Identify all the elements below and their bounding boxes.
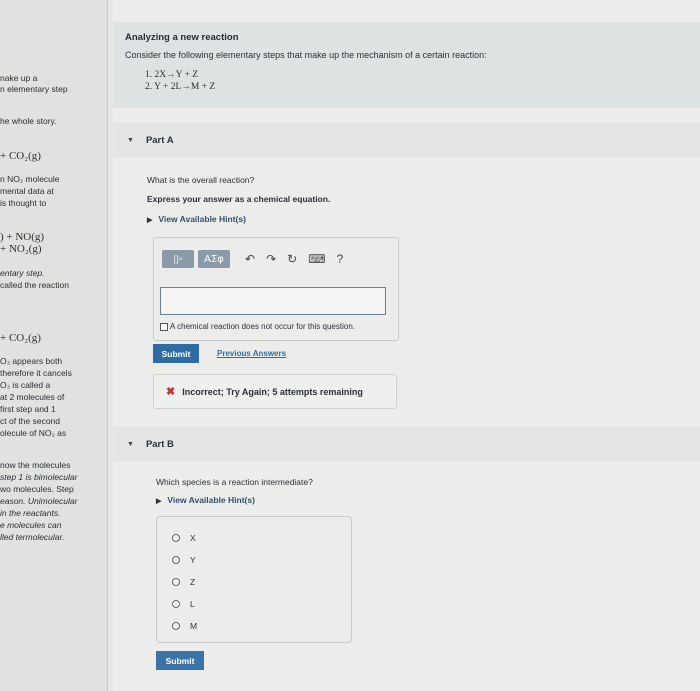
part-a-header[interactable]: [113, 122, 700, 158]
sidebar-text: n NO₂ molecule: [0, 174, 60, 184]
feedback-text: Incorrect; Try Again; 5 attempts remaining: [182, 386, 363, 397]
previous-answers-link[interactable]: Previous Answers: [217, 349, 287, 358]
sidebar-text: eason. Unimolecular: [0, 496, 78, 506]
no-reaction-checkbox[interactable]: [160, 323, 168, 331]
sidebar-text: + CO₂(g): [0, 332, 41, 344]
incorrect-icon: ✖: [166, 386, 176, 398]
hint-label: View Available Hint(s): [167, 495, 255, 505]
sidebar-text: mental data at: [0, 186, 54, 196]
problem-description: Consider the following elementary steps that make up the mechanism of a certain reaction:: [125, 50, 487, 60]
sidebar-text: olecule of NO₂ as: [0, 428, 67, 438]
mechanism-step: 2. Y + 2L→M + Z: [145, 82, 216, 92]
symbols-button[interactable]: ΑΣφ: [198, 250, 230, 268]
answer-choices: [156, 516, 352, 643]
main-content: [113, 0, 700, 691]
sidebar-text: now the molecules: [0, 460, 71, 470]
radio-button[interactable]: [172, 534, 180, 542]
hint-label: View Available Hint(s): [158, 214, 246, 224]
part-a-submit-button[interactable]: Submit: [153, 344, 199, 363]
part-b-label: Part B: [145, 438, 174, 450]
sidebar-text: is thought to: [0, 198, 47, 208]
choice-label: L: [190, 599, 195, 609]
sidebar-text: + CO₂(g): [0, 150, 41, 162]
sidebar-text: nake up a: [0, 73, 38, 83]
keyboard-icon[interactable]: ⌨: [308, 252, 326, 266]
answer-editor: [153, 237, 399, 341]
sidebar-text: wo molecules. Step: [0, 484, 74, 494]
part-a-label: Part A: [145, 134, 174, 146]
mechanism-step: 1. 2X→Y + Z: [145, 70, 199, 80]
radio-button[interactable]: [172, 600, 180, 608]
caret-down-icon[interactable]: ▼: [127, 440, 134, 448]
sidebar-text: lled termolecular.: [0, 532, 65, 542]
template-button[interactable]: ▯▫: [162, 250, 194, 268]
sidebar-text: entary step.: [0, 268, 45, 278]
choice-label: X: [190, 533, 196, 543]
sidebar-text: step 1 is bimolecular: [0, 472, 78, 482]
sidebar-text: O₃ is called a: [0, 380, 51, 390]
part-b-submit-button[interactable]: Submit: [156, 651, 204, 670]
part-a-instruction: Express your answer as a chemical equation.: [147, 194, 331, 204]
sidebar-text: ct of the second: [0, 416, 61, 426]
part-b-question: Which species is a reaction intermediate?: [156, 477, 313, 487]
radio-button[interactable]: [172, 556, 180, 564]
choice-x[interactable]: [172, 533, 196, 543]
sidebar-text: he whole story.: [0, 116, 57, 126]
sidebar-text: in the reactants.: [0, 508, 61, 518]
radio-button[interactable]: [172, 622, 180, 630]
caret-right-icon: ▶: [147, 217, 153, 224]
caret-right-icon: ▶: [156, 498, 162, 505]
editor-toolbar: [162, 250, 343, 268]
choice-m[interactable]: [172, 621, 197, 631]
sidebar-text: O₃ appears both: [0, 356, 63, 366]
choice-z[interactable]: [172, 577, 195, 587]
choice-y[interactable]: [172, 555, 196, 565]
sidebar-text: ) + NO(g): [0, 231, 45, 243]
redo-icon[interactable]: ↷: [266, 252, 277, 266]
part-b-header[interactable]: [113, 426, 700, 462]
caret-down-icon[interactable]: ▼: [127, 136, 134, 144]
sidebar-panel: [0, 0, 108, 691]
choice-l[interactable]: [172, 599, 195, 609]
mechanism-steps: [145, 69, 688, 93]
sidebar-text: n elementary step: [0, 84, 68, 94]
sidebar-text: + NO₂(g): [0, 243, 42, 255]
sidebar-text: first step and 1: [0, 404, 56, 414]
problem-title: Analyzing a new reaction: [125, 32, 239, 43]
help-icon[interactable]: ?: [336, 252, 344, 266]
part-a-hint-link[interactable]: [147, 214, 246, 224]
radio-button[interactable]: [172, 578, 180, 586]
sidebar-text: called the reaction: [0, 280, 69, 290]
part-a-question: What is the overall reaction?: [147, 175, 255, 185]
feedback-message: [153, 374, 397, 409]
choice-label: M: [190, 621, 198, 631]
choice-label: Z: [190, 577, 196, 587]
no-reaction-option[interactable]: [160, 322, 355, 331]
choice-label: Y: [190, 555, 196, 565]
sidebar-text: at 2 molecules of: [0, 392, 65, 402]
problem-header: [113, 22, 700, 108]
sidebar-text: e molecules can: [0, 520, 62, 530]
reset-icon[interactable]: ↻: [287, 252, 298, 266]
answer-input[interactable]: [160, 287, 386, 315]
part-b-hint-link[interactable]: [156, 495, 255, 505]
no-reaction-label: A chemical reaction does not occur for this question.: [170, 322, 355, 331]
undo-icon[interactable]: ↶: [245, 252, 256, 266]
sidebar-text: therefore it cancels: [0, 368, 72, 378]
